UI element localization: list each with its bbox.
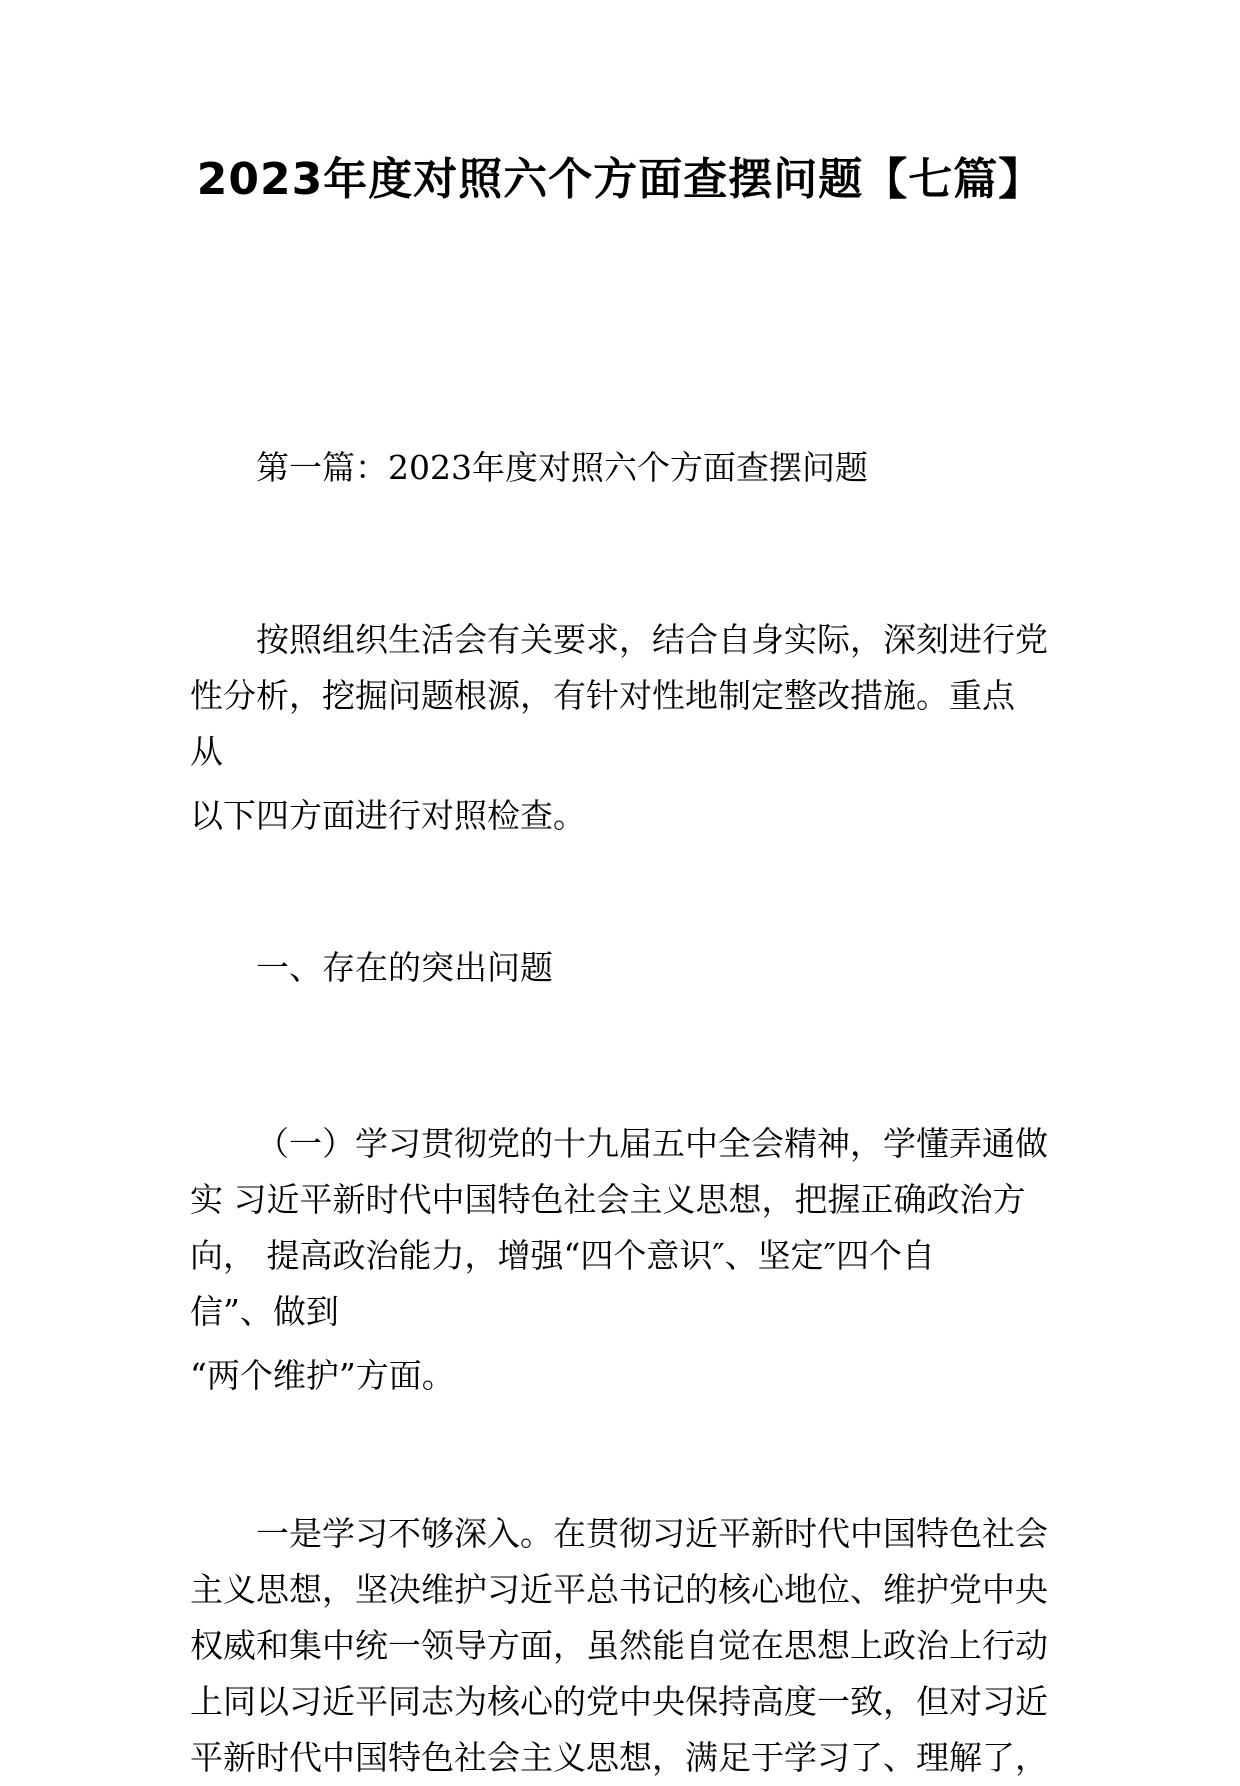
section-heading: 第一篇：2023年度对照六个方面查摆问题	[256, 448, 868, 487]
sub-one-line-3: 向， 提高政治能力，增强“四个意识″、坚定″四个自	[190, 1236, 936, 1275]
point-one-line-2: 主义思想，坚决维护习近平总书记的核心地位、维护党中央	[190, 1570, 1048, 1609]
document-title: 2023年度对照六个方面查摆问题【七篇】	[196, 154, 1044, 205]
point-one-line-3: 权威和集中统一领导方面，虽然能自觉在思想上政治上行动	[190, 1626, 1048, 1665]
section-heading-block	[190, 440, 1050, 496]
sub-one-line-2: 实 习近平新时代中国特色社会主义思想，把握正确政治方	[190, 1180, 1026, 1219]
point-one-line-1: 一是学习不够深入。在贯彻习近平新时代中国特色社会	[256, 1514, 1048, 1553]
intro-paragraph	[190, 612, 1050, 844]
sub-section-one	[190, 1116, 1050, 1404]
intro-line-2: 性分析，挖掘问题根源，有针对性地制定整改措施。重点	[190, 676, 1015, 715]
intro-line-3: 从	[190, 732, 223, 771]
intro-line-4: 以下四方面进行对照检查。	[190, 796, 586, 835]
part-one-heading-block	[190, 940, 1050, 996]
sub-one-line-4: 信”、做到	[190, 1292, 339, 1331]
point-one-line-4: 上同以习近平同志为核心的党中央保持高度一致，但对习近	[190, 1682, 1048, 1721]
point-one-line-5: 平新时代中国特色社会主义思想，满足于学习了、理解了，	[190, 1738, 1048, 1777]
sub-one-line-1: （一）学习贯彻党的十九届五中全会精神，学懂弄通做	[256, 1124, 1048, 1163]
sub-one-line-5: “两个维护”方面。	[190, 1356, 455, 1395]
intro-line-1: 按照组织生活会有关要求，结合自身实际，深刻进行党	[256, 620, 1048, 659]
part-one-heading: 一、存在的突出问题	[256, 948, 553, 987]
point-one-paragraph	[190, 1506, 1050, 1786]
